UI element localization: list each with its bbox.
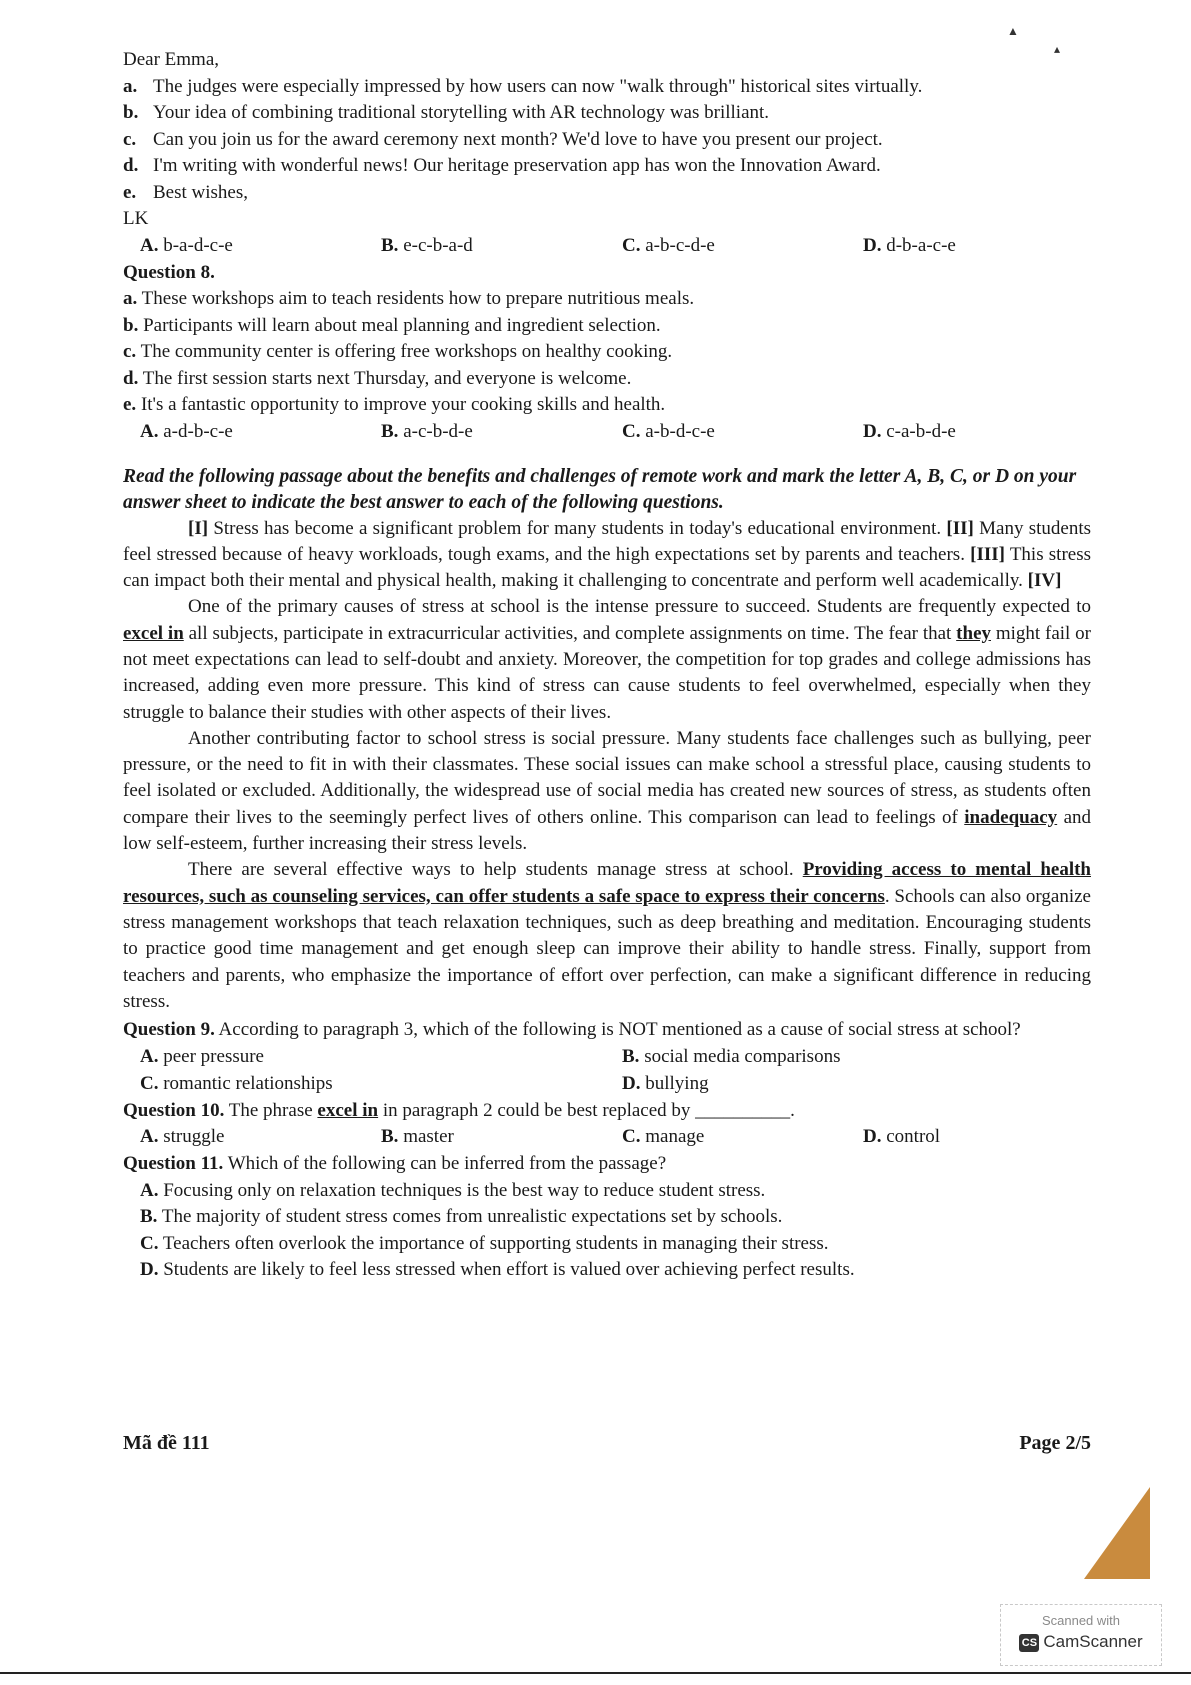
option-label: A. bbox=[140, 1045, 159, 1067]
item-label: c. bbox=[123, 128, 137, 150]
position-marker: [II] bbox=[946, 517, 974, 539]
letter-question bbox=[123, 47, 1091, 1284]
option-c[interactable] bbox=[622, 1124, 704, 1151]
option-text: b-a-d-c-e bbox=[163, 234, 233, 256]
item-label: d. bbox=[123, 367, 139, 389]
letter-signature: LK bbox=[123, 208, 149, 229]
position-marker: [I] bbox=[188, 517, 209, 539]
question-11-title: Question 11. bbox=[123, 1153, 224, 1175]
option-text: d-b-a-c-e bbox=[886, 234, 956, 256]
reading-instruction: Read the following passage about the benefits and challenges of remote work and mark the letter A, B, C, or D on your answer sheet to indicate the best answer to each of the following questions. bbox=[123, 465, 1077, 513]
option-b[interactable] bbox=[381, 419, 473, 446]
option-c[interactable] bbox=[622, 233, 715, 260]
option-b[interactable] bbox=[381, 1124, 454, 1151]
item-label: e. bbox=[123, 181, 137, 203]
option-label: B. bbox=[140, 1206, 158, 1228]
page-footer bbox=[123, 1432, 1091, 1455]
option-text: romantic relationships bbox=[163, 1072, 333, 1094]
camscanner-watermark bbox=[1000, 1604, 1162, 1666]
option-text: social media comparisons bbox=[644, 1045, 841, 1067]
option-text: c-a-b-d-e bbox=[886, 420, 956, 442]
option-text: a-c-b-d-e bbox=[403, 420, 473, 442]
underlined-sentence: Providing access to mental health resources, such as counseling services, can offer students a safe space to express their concerns bbox=[123, 859, 1091, 907]
item-label: a. bbox=[123, 75, 138, 97]
option-text: manage bbox=[645, 1126, 705, 1148]
option-text: e-c-b-a-d bbox=[403, 234, 473, 256]
letter-item-c bbox=[123, 127, 1091, 154]
letter-item-a bbox=[123, 74, 1091, 101]
option-text: struggle bbox=[163, 1126, 225, 1148]
position-marker: [IV] bbox=[1027, 570, 1062, 592]
q8-item-d bbox=[123, 366, 1091, 393]
option-d[interactable] bbox=[863, 419, 956, 446]
paragraph-text: This stress can impact both their mental and physical health, making it challenging to concentrate and perform well academically. bbox=[123, 543, 1091, 592]
option-text: The majority of student stress comes from unrealistic expectations set by schools. bbox=[161, 1206, 783, 1228]
option-label: A. bbox=[140, 420, 159, 442]
paragraph-text: Many students feel stressed because of heavy workloads, tough exams, and the high expectations set by parents and teachers. bbox=[123, 517, 1091, 565]
q9-options-row-1 bbox=[123, 1044, 1091, 1071]
option-label: A. bbox=[140, 234, 159, 256]
q11-option-c[interactable] bbox=[123, 1231, 1091, 1258]
option-label: B. bbox=[381, 234, 399, 256]
option-label: D. bbox=[140, 1259, 159, 1281]
paragraph-text: all subjects, participate in extracurricular activities, and complete assignments on time. The fear that bbox=[183, 622, 957, 644]
option-text: a-d-b-c-e bbox=[163, 420, 233, 442]
underlined-word: they bbox=[956, 622, 991, 644]
letter-options bbox=[123, 233, 1091, 260]
option-text: a-b-d-c-e bbox=[645, 420, 715, 442]
option-text: master bbox=[403, 1126, 454, 1148]
option-text: peer pressure bbox=[163, 1045, 264, 1067]
q11-option-a[interactable] bbox=[123, 1178, 1091, 1205]
page-number: Page 2/5 bbox=[1019, 1432, 1091, 1454]
scan-mark-icon: ▴ bbox=[1054, 42, 1061, 56]
option-label: D. bbox=[863, 420, 882, 442]
scan-edge-divider bbox=[0, 1672, 1191, 1674]
passage-paragraph-2 bbox=[123, 594, 1091, 725]
item-label: d. bbox=[123, 155, 139, 176]
underlined-phrase: excel in bbox=[123, 622, 184, 644]
q8-item-e bbox=[123, 392, 1091, 419]
letter-salutation: Dear Emma, bbox=[123, 49, 220, 70]
option-a[interactable] bbox=[140, 1124, 224, 1151]
paragraph-text: Stress has become a significant problem for many students in today's educational environment. bbox=[208, 517, 947, 539]
paragraph-text: There are several effective ways to help students manage stress at school. bbox=[188, 859, 803, 881]
question-9-stem: According to paragraph 3, which of the following is NOT mentioned as a cause of social stress at school? bbox=[214, 1019, 1021, 1041]
camscanner-logo-icon: CS bbox=[1019, 1634, 1039, 1652]
option-c[interactable] bbox=[622, 419, 715, 446]
letter-item-e bbox=[123, 180, 1091, 207]
item-label: b. bbox=[123, 102, 139, 123]
option-label: D. bbox=[622, 1072, 641, 1094]
item-label: b. bbox=[123, 314, 139, 336]
option-b[interactable] bbox=[622, 1044, 840, 1071]
watermark-caption: Scanned with bbox=[1041, 1613, 1121, 1628]
item-text: Can you join us for the award ceremony next month? We'd love to have you present our project. bbox=[153, 128, 883, 150]
q9-options-row-2 bbox=[123, 1071, 1091, 1098]
option-text: bullying bbox=[645, 1072, 709, 1094]
question-10-title: Question 10. bbox=[123, 1099, 225, 1121]
option-c[interactable] bbox=[140, 1071, 333, 1098]
option-label: A. bbox=[140, 1126, 159, 1148]
paragraph-text: might fail or not meet expectations can lead to self-doubt and anxiety. Moreover, the competition for top grades and college admissions has increased, adding even more pressure. This kind of stress can cause students to feel overwhelmed, especially when they struggle to balance their studies with other aspects of their lives. bbox=[123, 622, 1092, 723]
letter-item-b bbox=[123, 100, 1091, 127]
q8-item-b bbox=[123, 313, 1091, 340]
passage-paragraph-1 bbox=[123, 516, 1091, 595]
option-a[interactable] bbox=[140, 419, 233, 446]
letter-item-d bbox=[123, 153, 1091, 180]
question-9 bbox=[123, 1017, 1091, 1044]
question-10 bbox=[123, 1098, 1091, 1125]
q10-options bbox=[123, 1124, 1091, 1151]
q11-option-b[interactable] bbox=[123, 1204, 1091, 1231]
question-11-stem: Which of the following can be inferred from the passage? bbox=[223, 1153, 667, 1175]
item-text: These workshops aim to teach residents how to prepare nutritious meals. bbox=[141, 288, 695, 309]
option-d[interactable] bbox=[863, 1124, 940, 1151]
item-text: The first session starts next Thursday, and everyone is welcome. bbox=[142, 367, 632, 389]
q8-options bbox=[123, 419, 1091, 446]
item-text: The community center is offering free workshops on healthy cooking. bbox=[140, 341, 673, 362]
option-label: B. bbox=[381, 1126, 399, 1148]
option-d[interactable] bbox=[863, 233, 956, 260]
option-label: C. bbox=[140, 1232, 159, 1254]
option-label: C. bbox=[622, 420, 641, 442]
option-label: A. bbox=[140, 1179, 159, 1201]
item-text: I'm writing with wonderful news! Our heritage preservation app has won the Innovation Award. bbox=[153, 155, 881, 176]
item-text: The judges were especially impressed by how users can now "walk through" historical sites virtually. bbox=[153, 75, 923, 97]
option-text: control bbox=[886, 1126, 941, 1148]
exam-code: Mã đề 111 bbox=[123, 1432, 210, 1454]
passage-paragraph-4 bbox=[123, 857, 1091, 1015]
option-b[interactable] bbox=[381, 233, 473, 260]
option-label: C. bbox=[622, 234, 641, 256]
option-label: C. bbox=[622, 1126, 641, 1148]
item-text: It's a fantastic opportunity to improve your cooking skills and health. bbox=[140, 394, 666, 415]
underlined-word: inadequacy bbox=[964, 806, 1058, 828]
scan-mark-icon: ▲ bbox=[1007, 24, 1019, 38]
question-8-title: Question 8. bbox=[123, 261, 215, 283]
option-a[interactable] bbox=[140, 1044, 264, 1071]
option-label: C. bbox=[140, 1072, 159, 1094]
option-label: B. bbox=[381, 420, 399, 442]
passage-paragraph-3 bbox=[123, 726, 1091, 857]
option-d[interactable] bbox=[622, 1071, 709, 1098]
question-10-stem: in paragraph 2 could be best replaced by __________. bbox=[378, 1099, 795, 1121]
option-label: D. bbox=[863, 234, 882, 256]
page-corner-fold-icon bbox=[1084, 1487, 1150, 1579]
item-label: a. bbox=[123, 288, 138, 309]
q8-item-c bbox=[123, 339, 1091, 366]
watermark-brand bbox=[1001, 1632, 1161, 1652]
item-label: e. bbox=[123, 394, 137, 415]
option-text: a-b-c-d-e bbox=[645, 234, 715, 256]
item-text: Participants will learn about meal planning and ingredient selection. bbox=[143, 314, 661, 336]
option-text: Teachers often overlook the importance of supporting students in managing their stress. bbox=[162, 1232, 829, 1254]
option-label: D. bbox=[863, 1126, 882, 1148]
paragraph-text: and low self-esteem, further increasing their stress levels. bbox=[123, 806, 1091, 855]
option-text: Students are likely to feel less stressed when effort is valued over achieving perfect results. bbox=[163, 1259, 855, 1281]
paragraph-text: One of the primary causes of stress at school is the intense pressure to succeed. Students are frequently expected to bbox=[188, 596, 1091, 618]
option-text: Focusing only on relaxation techniques is the best way to reduce student stress. bbox=[163, 1179, 766, 1201]
q11-option-d[interactable] bbox=[123, 1257, 1091, 1284]
watermark-brand-name: CamScanner bbox=[1043, 1632, 1143, 1651]
item-text: Your idea of combining traditional storytelling with AR technology was brilliant. bbox=[153, 102, 770, 123]
question-9-title: Question 9. bbox=[123, 1019, 215, 1041]
option-a[interactable] bbox=[140, 233, 233, 260]
position-marker: [III] bbox=[970, 543, 1005, 565]
option-label: B. bbox=[622, 1045, 640, 1067]
question-11 bbox=[123, 1151, 1091, 1178]
paragraph-text: . Schools can also organize stress management workshops that teach relaxation techniques, such as deep breathing and meditation. Encouraging students to practice good time management and get enough sleep can improve their ability to handle stress. Finally, support from teachers and parents, who emphasize the importance of effort over perfection, can make a significant difference in reducing stress. bbox=[123, 885, 1091, 1012]
underlined-phrase: excel in bbox=[317, 1099, 379, 1121]
paragraph-text: Another contributing factor to school stress is social pressure. Many students face challenges such as bullying, peer pressure, or the need to fit in with their classmates. These social issues can make school a stressful place, causing students to feel isolated or excluded. Additionally, the widespread use of social media has created new sources of stress, as students often compare their lives to the seemingly perfect lives of others online. This comparison can lead to feelings of bbox=[123, 727, 1091, 828]
question-10-stem: The phrase bbox=[224, 1099, 318, 1121]
q8-item-a bbox=[123, 286, 1091, 313]
item-text: Best wishes, bbox=[153, 181, 248, 203]
item-label: c. bbox=[123, 341, 137, 362]
